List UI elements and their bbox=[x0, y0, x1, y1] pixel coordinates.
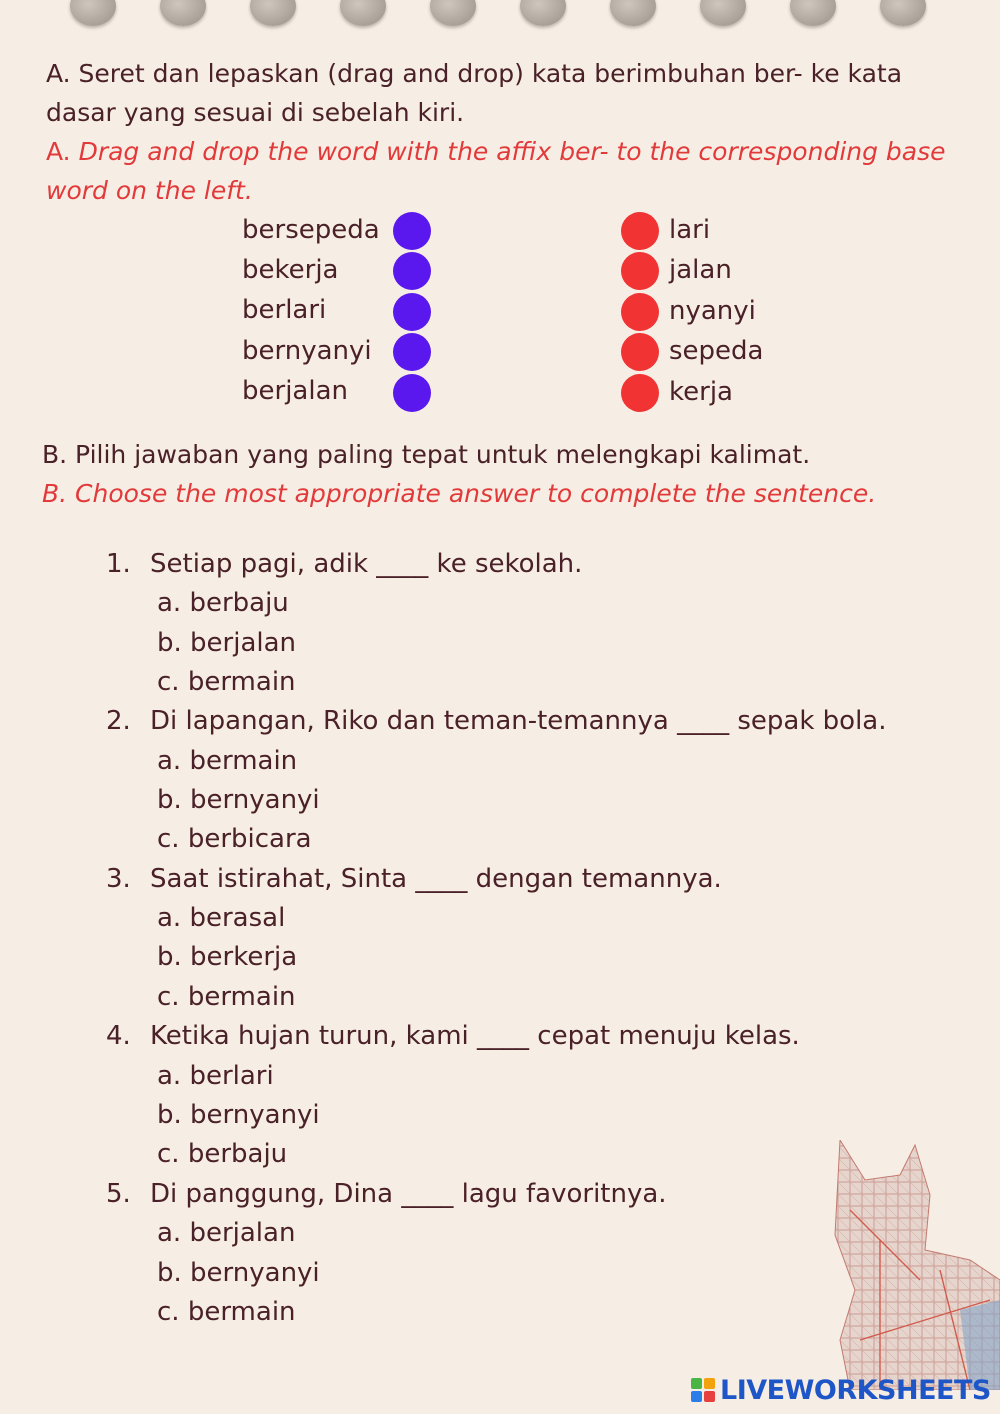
answer-option[interactable]: c. berbaju bbox=[157, 1139, 288, 1169]
answer-option[interactable]: b. bernyanyi bbox=[157, 1100, 320, 1130]
section-b-instruction-en: B. Choose the most appropriate answer to complete the sentence. bbox=[42, 479, 877, 508]
liveworksheets-logo-icon bbox=[690, 1377, 716, 1403]
question-number: 4. bbox=[106, 1021, 131, 1051]
question-text: Setiap pagi, adik ____ ke sekolah. bbox=[150, 549, 583, 579]
answer-option[interactable]: b. berkerja bbox=[157, 942, 298, 972]
binder-hole-icon bbox=[340, 0, 386, 26]
question-text: Saat istirahat, Sinta ____ dengan temannya. bbox=[150, 864, 722, 894]
answer-option[interactable]: b. berjalan bbox=[157, 628, 297, 658]
right-match-dot[interactable] bbox=[621, 293, 659, 331]
binder-holes bbox=[0, 0, 1000, 30]
left-word: bernyanyi bbox=[242, 336, 372, 366]
answer-option[interactable]: b. bernyanyi bbox=[157, 785, 320, 815]
answer-option[interactable]: c. bermain bbox=[157, 982, 296, 1012]
liveworksheets-logo bbox=[690, 1372, 991, 1408]
question-number: 5. bbox=[106, 1179, 131, 1209]
right-word: kerja bbox=[669, 377, 733, 407]
binder-hole-icon bbox=[790, 0, 836, 26]
right-match-dot[interactable] bbox=[621, 212, 659, 250]
right-word: lari bbox=[669, 215, 711, 245]
cat-map-illustration-icon bbox=[820, 1140, 1000, 1390]
answer-option[interactable]: a. berasal bbox=[157, 903, 286, 933]
left-word: berjalan bbox=[242, 376, 348, 406]
answer-option[interactable]: a. bermain bbox=[157, 746, 298, 776]
binder-hole-icon bbox=[520, 0, 566, 26]
section-a-instruction-en-text: Drag and drop the word with the affix ber- to the corresponding base word on the left. bbox=[46, 137, 946, 205]
question-text: Di panggung, Dina ____ lagu favoritnya. bbox=[150, 1179, 667, 1209]
right-word: nyanyi bbox=[669, 296, 756, 326]
right-word: jalan bbox=[669, 255, 732, 285]
left-match-dot[interactable] bbox=[393, 333, 431, 371]
left-word: berlari bbox=[242, 295, 327, 325]
binder-hole-icon bbox=[430, 0, 476, 26]
answer-option[interactable]: c. bermain bbox=[157, 1297, 296, 1327]
binder-hole-icon bbox=[880, 0, 926, 26]
left-match-dot[interactable] bbox=[393, 252, 431, 290]
left-match-dot[interactable] bbox=[393, 293, 431, 331]
left-match-dot[interactable] bbox=[393, 212, 431, 250]
answer-option[interactable]: a. berjalan bbox=[157, 1218, 296, 1248]
right-match-dot[interactable] bbox=[621, 374, 659, 412]
left-word: bersepeda bbox=[242, 215, 380, 245]
answer-option[interactable]: a. berlari bbox=[157, 1061, 274, 1091]
section-a-instruction-id: A. Seret dan lepaskan (drag and drop) kata berimbuhan ber- ke kata dasar yang sesuai di sebelah kiri. bbox=[46, 59, 903, 127]
answer-option[interactable]: a. berbaju bbox=[157, 588, 289, 618]
section-b-instruction-id: B. Pilih jawaban yang paling tepat untuk melengkapi kalimat. bbox=[42, 440, 811, 469]
question-number: 1. bbox=[106, 549, 131, 579]
binder-hole-icon bbox=[160, 0, 206, 26]
right-match-dot[interactable] bbox=[621, 252, 659, 290]
binder-hole-icon bbox=[70, 0, 116, 26]
question-text: Di lapangan, Riko dan teman-temannya ____ sepak bola. bbox=[150, 706, 887, 736]
section-a-instruction-en bbox=[46, 132, 976, 210]
question-number: 2. bbox=[106, 706, 131, 736]
logo-text: LIVEWORKSHEETS bbox=[720, 1374, 991, 1406]
right-word: sepeda bbox=[669, 336, 764, 366]
answer-option[interactable]: b. bernyanyi bbox=[157, 1258, 320, 1288]
answer-option[interactable]: c. berbicara bbox=[157, 824, 312, 854]
answer-option[interactable]: c. bermain bbox=[157, 667, 296, 697]
question-text: Ketika hujan turun, kami ____ cepat menuju kelas. bbox=[150, 1021, 800, 1051]
question-number: 3. bbox=[106, 864, 131, 894]
left-word: bekerja bbox=[242, 255, 339, 285]
binder-hole-icon bbox=[250, 0, 296, 26]
binder-hole-icon bbox=[700, 0, 746, 26]
right-match-dot[interactable] bbox=[621, 333, 659, 371]
binder-hole-icon bbox=[610, 0, 656, 26]
left-match-dot[interactable] bbox=[393, 374, 431, 412]
section-a-instruction-en-lead: A. bbox=[46, 137, 71, 166]
